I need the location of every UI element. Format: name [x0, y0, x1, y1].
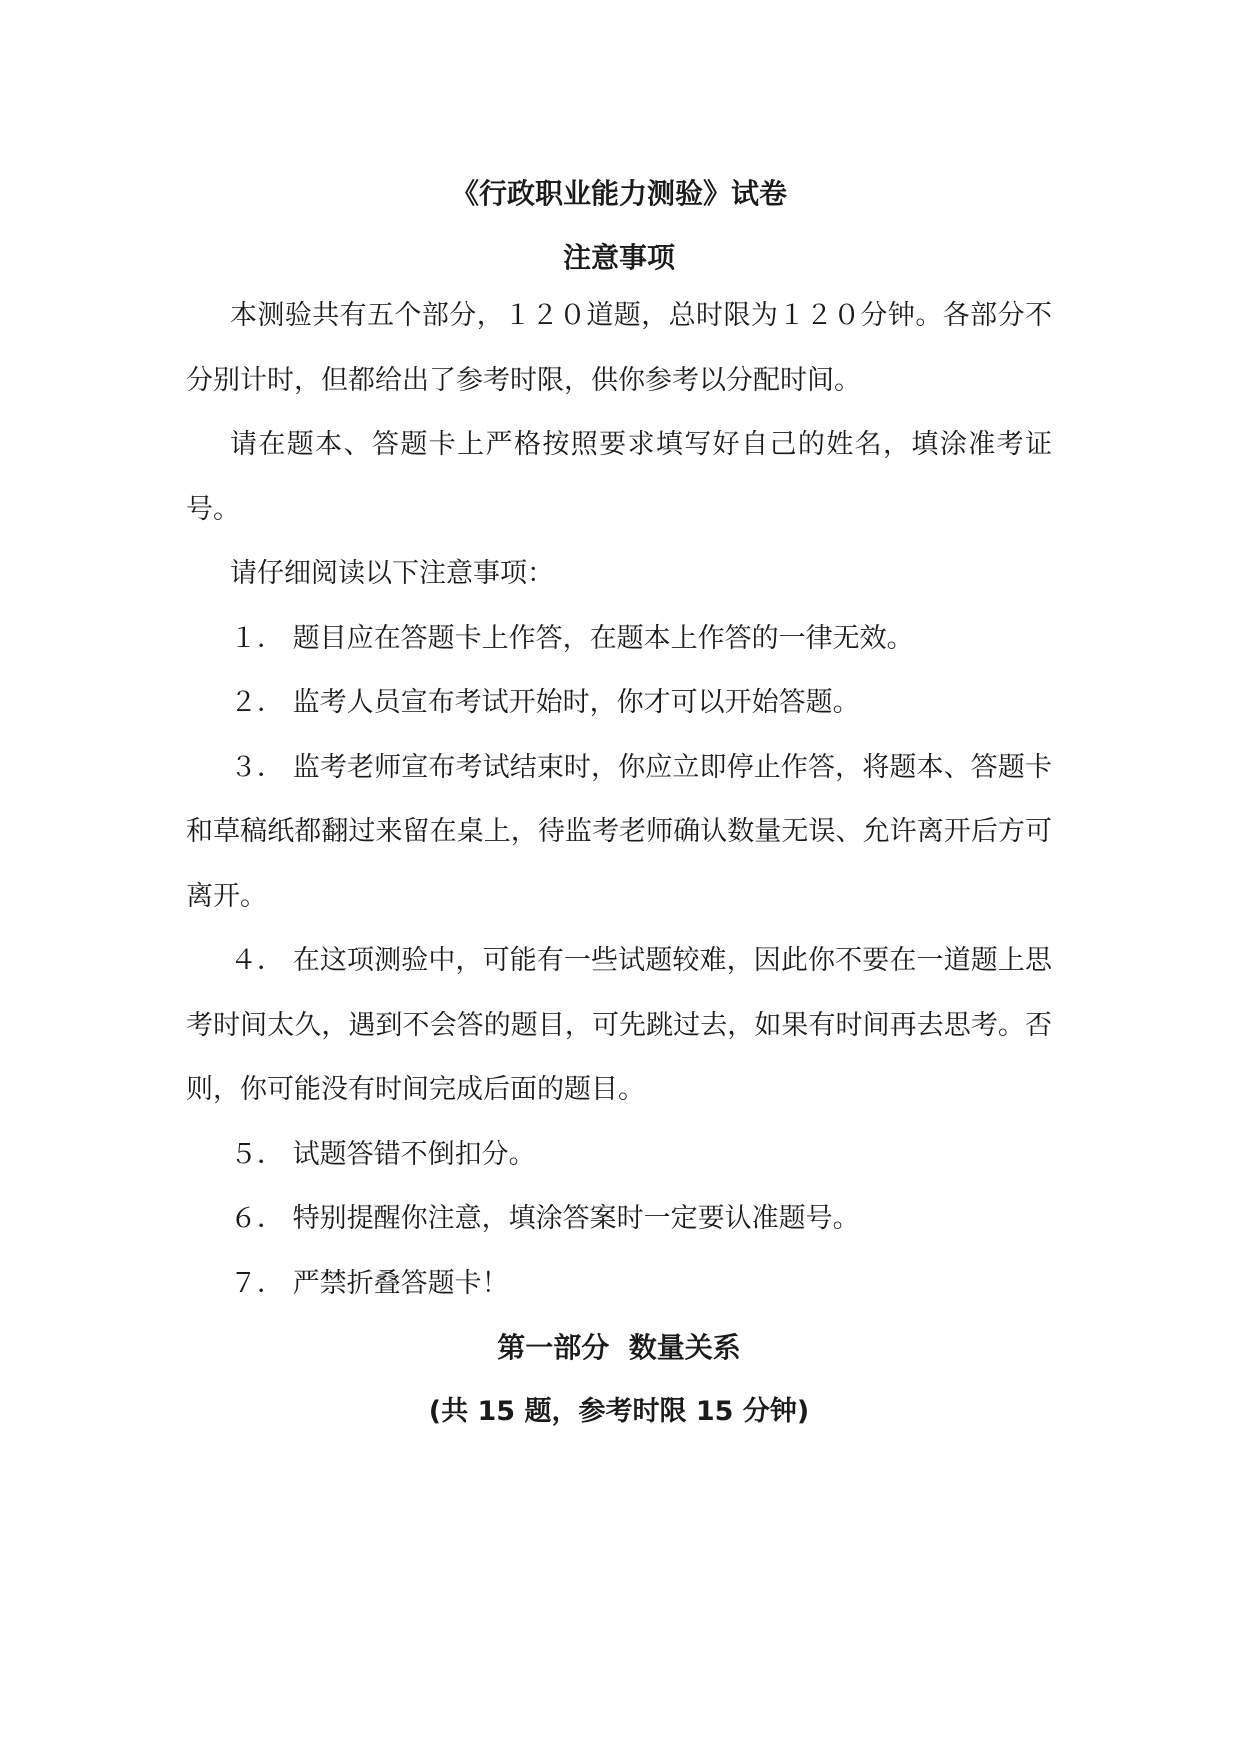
notice-number: ３． — [230, 751, 284, 783]
notice-item-1 — [186, 607, 1052, 672]
notice-number: ５． — [230, 1138, 284, 1170]
notice-text: 监考老师宣布考试结束时，你应立即停止作答，将题本、答题卡和草稿纸都翻过来留在桌上，待监考老师确认数量无误、允许离开后方可离开。 — [186, 751, 1053, 912]
notice-number: ２． — [230, 687, 284, 718]
notice-item-2 — [186, 671, 1052, 736]
notice-item-4 — [186, 929, 1052, 1123]
document-title: 《行政职业能力测验》试卷 — [450, 177, 787, 210]
notice-heading: 注意事项 — [562, 241, 675, 274]
notice-number: ６． — [230, 1203, 284, 1234]
notice-text: 严禁折叠答题卡！ — [292, 1267, 509, 1299]
document-content — [186, 168, 1052, 1444]
intro-paragraph: 本测验共有五个部分，１２０道题，总时限为１２０分钟。各部分不分别计时，但都给出了参考时限，供你参考以分配时间。 — [186, 300, 1052, 396]
read-notice-paragraph: 请仔细阅读以下注意事项： — [230, 558, 554, 589]
notice-number: ４． — [230, 945, 284, 976]
notice-text: 在这项测验中，可能有一些试题较难，因此你不要在一道题上思考时间太久，遇到不会答的题目，可先跳过去，如果有时间再去思考。否则，你可能没有时间完成后面的题目。 — [186, 945, 1053, 1105]
notice-item-6 — [186, 1187, 1052, 1252]
notice-text: 监考人员宣布考试开始时，你才可以开始答题。 — [292, 687, 860, 718]
notice-item-3 — [186, 736, 1052, 930]
notice-text: 特别提醒你注意，填涂答案时一定要认准题号。 — [292, 1203, 860, 1234]
notice-text: 题目应在答题卡上作答，在题本上作答的一律无效。 — [292, 622, 914, 654]
notice-item-7 — [186, 1252, 1052, 1317]
fill-info-paragraph: 请在题本、答题卡上严格按照要求填写好自己的姓名，填涂准考证号。 — [186, 429, 1052, 525]
notice-text: 试题答错不倒扣分。 — [292, 1138, 536, 1170]
notice-item-5 — [186, 1123, 1052, 1188]
notice-number: １． — [230, 622, 284, 654]
notice-number: ７． — [230, 1267, 284, 1299]
section-subtitle: (共 15 题，参考时限 15 分钟) — [428, 1396, 810, 1427]
notice-list — [186, 607, 1052, 1317]
section-title: 第一部分 数量关系 — [497, 1331, 741, 1364]
